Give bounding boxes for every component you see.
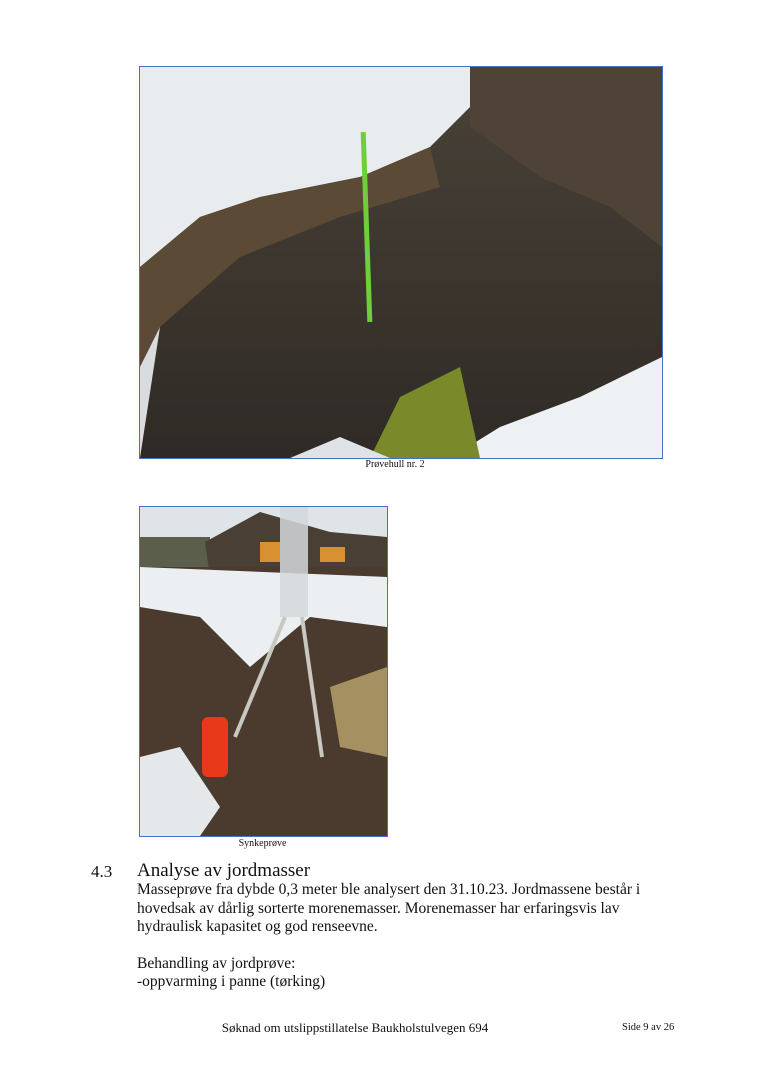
treatment-item: -oppvarming i panne (tørking): [137, 973, 326, 990]
treatment-heading: Behandling av jordprøve:: [137, 954, 296, 972]
photo-percolation-test: [139, 506, 388, 837]
paragraph-line: Masseprøve fra dybde 0,3 meter ble analysert den 31.10.23. Jordmassene består i: [137, 881, 641, 898]
paragraph-line: hovedsak av dårlig sorterte morenemasser. Morenemasser har erfaringsvis lav: [137, 899, 620, 917]
section-body: [137, 881, 677, 992]
section-number: 4.3: [91, 862, 113, 881]
footer-title: Søknad om utslippstillatelse Baukholstulvegen 694: [221, 1020, 489, 1035]
page-number: Side 9 av 26: [622, 1022, 675, 1033]
paragraph-line: hydraulisk kapasitet og god renseevne.: [137, 918, 378, 935]
photo-test-pit: [139, 66, 663, 459]
figure-caption: Synkeprøve: [238, 838, 287, 849]
section-title: Analyse av jordmasser: [137, 860, 311, 881]
figure-caption: Prøvehull nr. 2: [365, 459, 425, 470]
